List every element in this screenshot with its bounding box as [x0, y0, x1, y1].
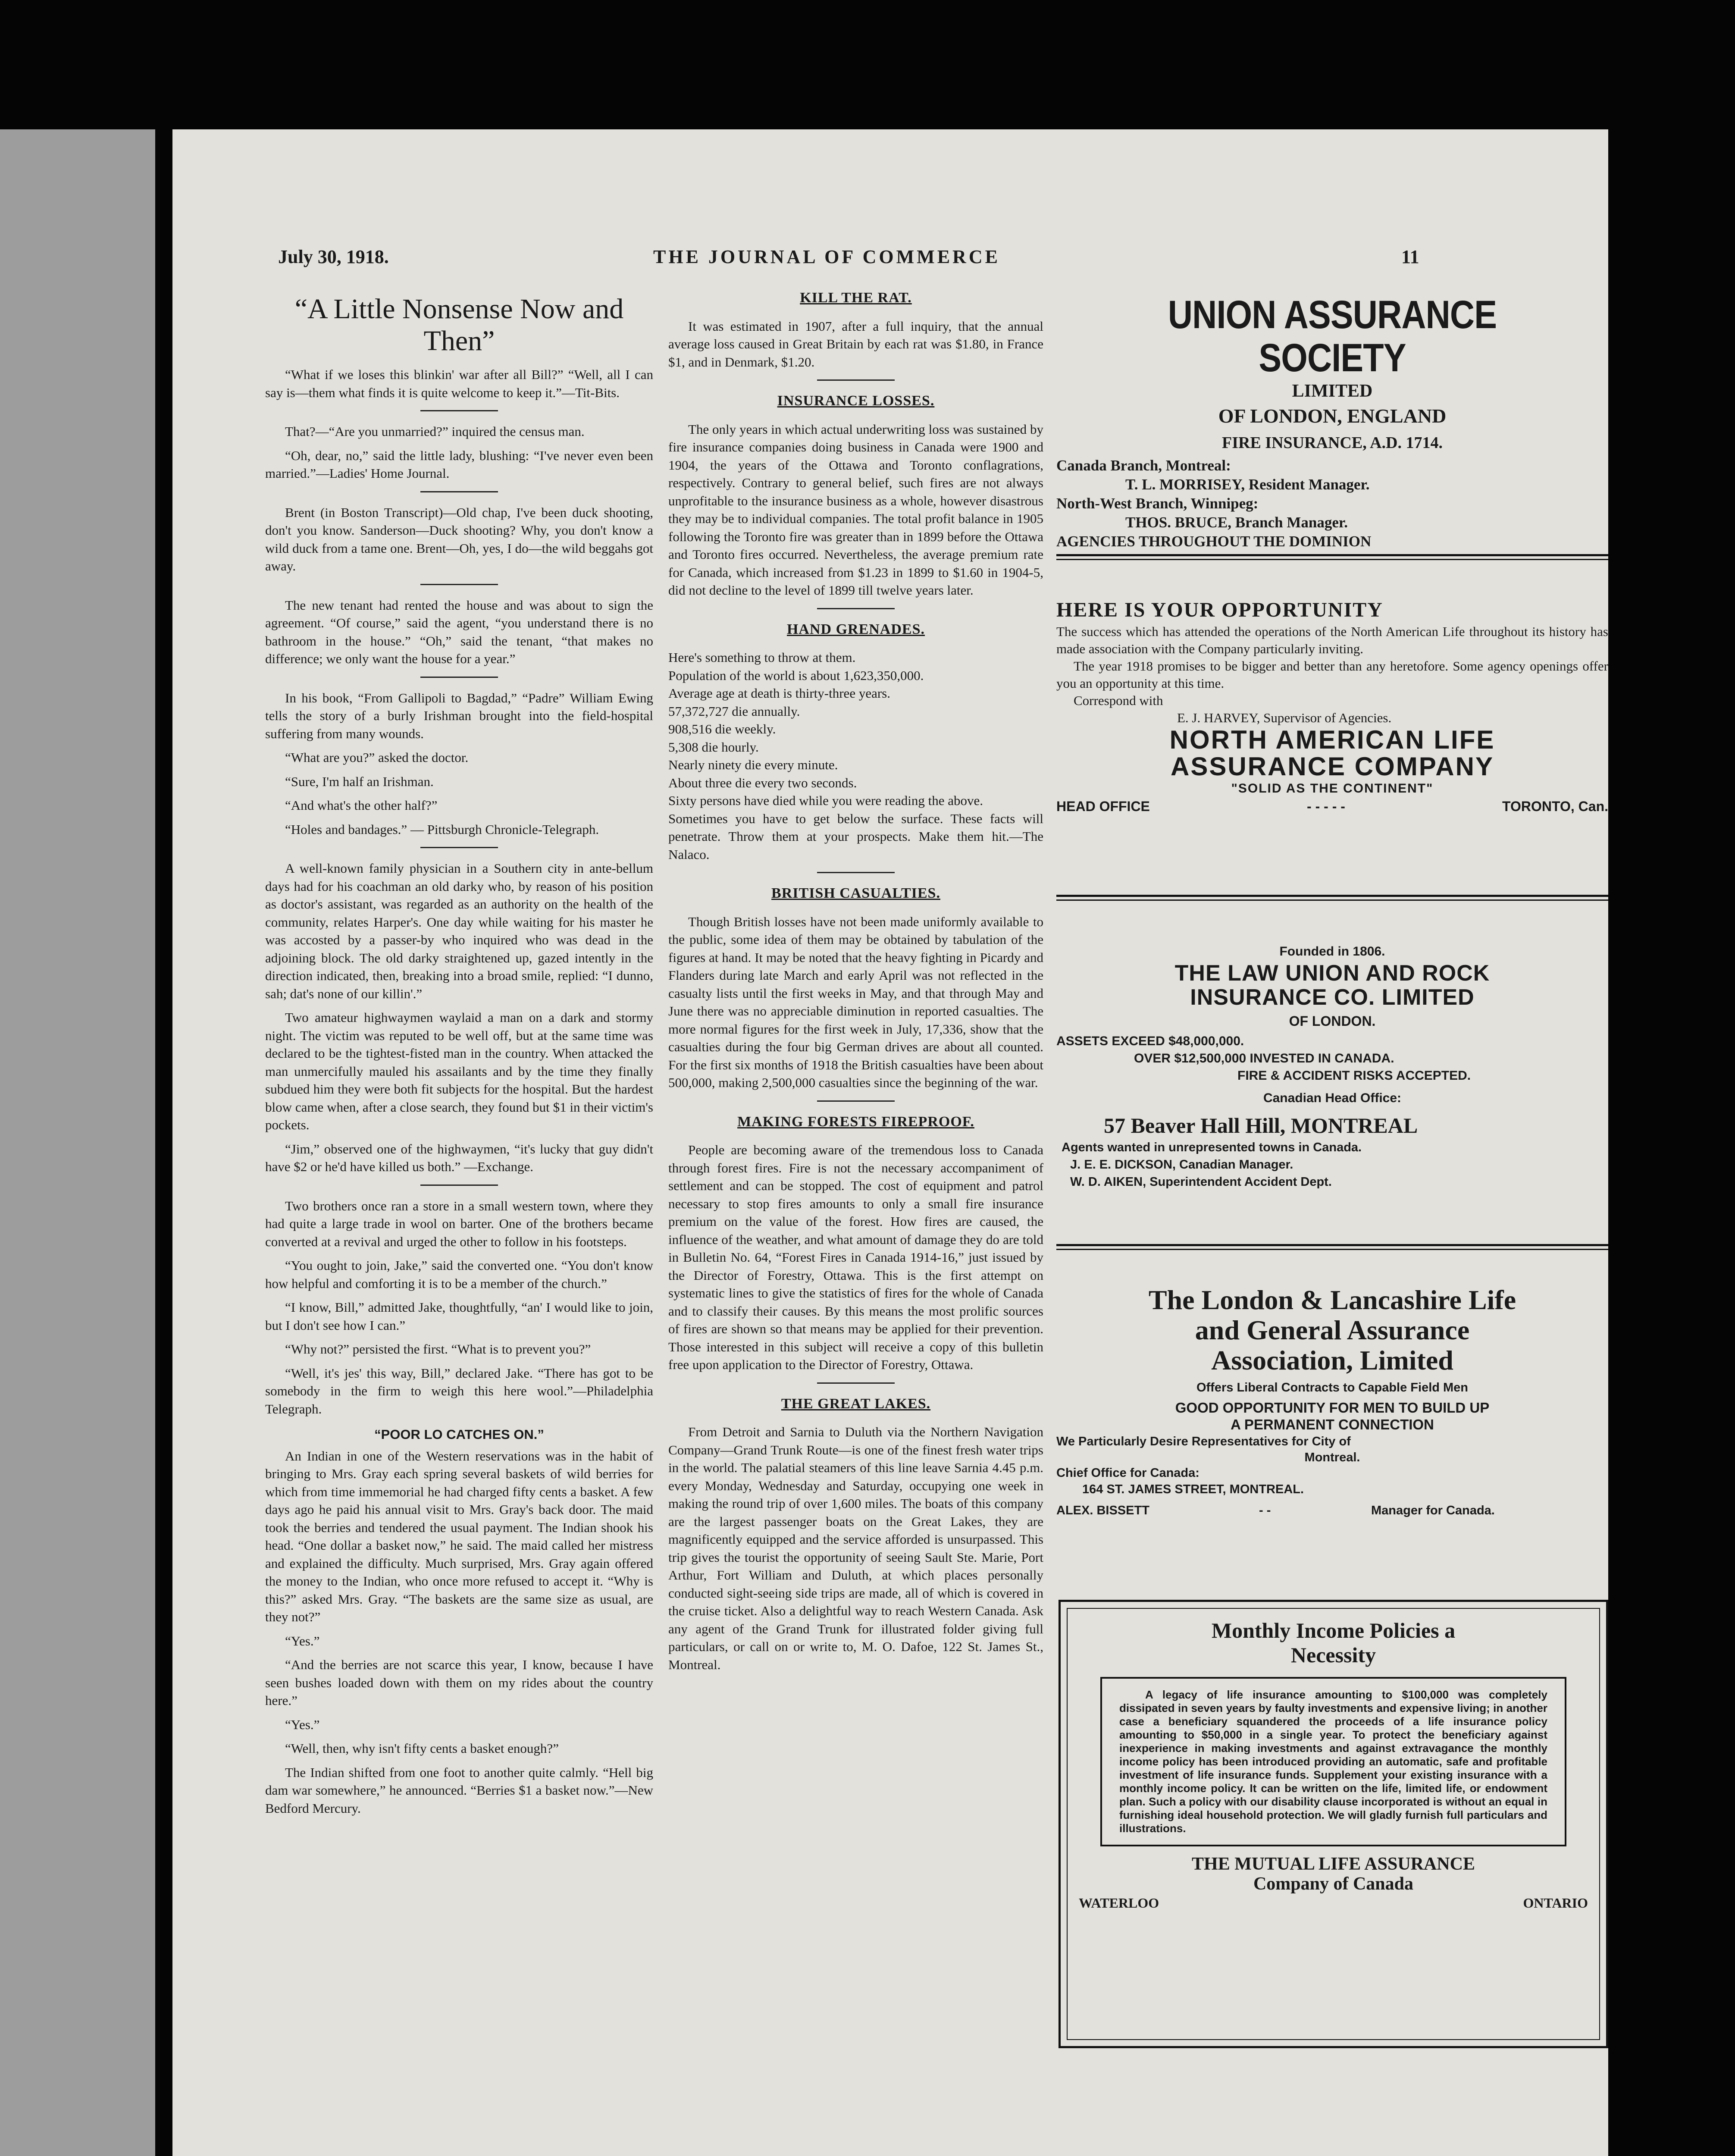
ad-divider — [1056, 554, 1608, 560]
ad-mutual-life — [1059, 1600, 1608, 2048]
ad-slogan: "SOLID AS THE CONTINENT" — [1231, 781, 1434, 796]
joke-paragraph: The new tenant had rented the house and was about to sign the agreement. “Of course,” said the agent, “you understand there is no bathroom in the house.” “Oh,” said the tenant, “that makes no difference; we only want the house for a year.” — [265, 597, 653, 666]
joke-paragraph: Two amateur highwaymen waylaid a man on a dark and stormy night. The victim was reputed to be well off, but at the same time was declared to be the tightest-fisted man in the country. When attacked the man unmercifully mauled his assailants and by the time they finally subdued him they were both fit subjects for the hospital. But the hardest blow came when, after a close search, they found but $1 in their victim's pockets. — [265, 1010, 653, 1132]
ad-headline: HERE IS YOUR OPPORTUNITY — [1056, 599, 1383, 621]
section-heading: HAND GRENADES. — [786, 621, 925, 637]
section-heading: INSURANCE LOSSES. — [777, 393, 935, 409]
ad-line: - - — [1259, 1504, 1271, 1517]
ad-line: OF LONDON. — [1289, 1013, 1376, 1029]
ad-text: E. J. HARVEY, Supervisor of Agencies. — [1177, 710, 1392, 725]
section-heading: “POOR LO CATCHES ON.” — [374, 1427, 544, 1442]
ad-line: THOS. BRUCE, Branch Manager. — [1125, 514, 1348, 531]
joke-paragraph: “And what's the other half?” — [285, 798, 438, 813]
joke-paragraph: “Why not?” persisted the first. “What is to prevent you?” — [285, 1341, 591, 1357]
newspaper-page — [172, 129, 1608, 2156]
ad-company-name: Company of Canada — [1253, 1874, 1414, 1894]
ad-company-name: THE LAW UNION AND ROCK — [1174, 961, 1490, 986]
joke-paragraph: That?—“Are you unmarried?” inquired the census man. — [285, 424, 585, 439]
ad-line: Montreal. — [1304, 1451, 1360, 1464]
ad-line: W. D. AIKEN, Superintendent Accident Dept. — [1070, 1175, 1332, 1189]
joke-paragraph: In his book, “From Gallipoli to Bagdad,” “Padre” William Ewing tells the story of a burly Irishman brought into the field-hospital suffering from many wounds. — [265, 690, 653, 741]
joke-paragraph: “Well, it's jes' this way, Bill,” declared Jake. “There has got to be somebody in the firm to weigh this here wool.”—Philadelphia Telegraph. — [265, 1365, 653, 1416]
joke-paragraph: “You ought to join, Jake,” said the converted one. “You don't know how helpful and comforting it is to be a member of the church.” — [265, 1258, 653, 1291]
divider — [817, 608, 895, 609]
joke-paragraph: “Sure, I'm half an Irishman. — [285, 774, 434, 789]
ad-body-box: A legacy of life insurance amounting to $100,000 was completely dissipated in seven years by faulty investments and expensive living; in another case a beneficiary squandered the proceeds of a life insurance policy amounting to $50,000 in a single year. To protect the beneficiary against inexperience in making investments and against extravagance the monthly income policy has been introduced providing an automatic, safe and profitable investment of life insurance funds. Supplement your existing insurance with a monthly income policy. It can be written on the life, limited life, or endowment plan. Such a policy with our disability clause incorporated is without an equal in furnishing ideal household protection. We will gladly furnish full particulars and illustrations. — [1100, 1677, 1566, 1846]
ad-line: We Particularly Desire Representatives for City of — [1056, 1435, 1351, 1448]
ad-line: AGENCIES THROUGHOUT THE DOMINION — [1056, 533, 1372, 550]
ad-company-name: NORTH AMERICAN LIFE — [1169, 725, 1495, 754]
story-paragraph: “Yes.” — [285, 1717, 320, 1732]
joke-paragraph: Brent (in Boston Transcript)—Old chap, I've been duck shooting, don't you know. Sanderson—Duck shooting? Why, you don't know a wild duck from a tame one. Brent—Oh, yes, I do—the wild beggahs got away. — [265, 505, 653, 573]
facing-page-edge — [0, 129, 155, 2156]
joke-paragraph: “Oh, dear, no,” said the little lady, blushing: “I've never even been married.”—Ladies' Home Journal. — [265, 448, 653, 481]
ad-line: FIRE & ACCIDENT RISKS ACCEPTED. — [1237, 1069, 1471, 1083]
divider — [420, 847, 498, 848]
joke-paragraph: Two brothers once ran a store in a small western town, where they had quite a large trade in wool on barter. One of the brothers became converted at a revival and urged the other to follow in his footsteps. — [265, 1198, 653, 1249]
ad-line: T. L. MORRISEY, Resident Manager. — [1125, 476, 1370, 493]
fact-line: 908,516 die weekly. — [668, 721, 776, 736]
joke-paragraph: “What are you?” asked the doctor. — [285, 750, 469, 765]
ad-head-office-row — [1056, 797, 1608, 815]
section-heading: MAKING FORESTS FIREPROOF. — [737, 1113, 974, 1130]
ad-line: Chief Office for Canada: — [1056, 1466, 1199, 1480]
ad-line: ASSETS EXCEED $48,000,000. — [1056, 1034, 1244, 1048]
ad-divider — [1056, 1244, 1608, 1250]
ad-north-american-life — [1056, 597, 1608, 815]
ad-line: LIMITED — [1292, 381, 1373, 401]
divider — [420, 491, 498, 492]
ad-line: OF LONDON, ENGLAND — [1218, 405, 1447, 427]
story-paragraph: “And the berries are not scarce this year, I know, because I have seen bushes loaded down with them on my rides about the country here.” — [265, 1657, 653, 1708]
article-paragraph: The only years in which actual underwriting loss was sustained by fire insurance companies doing business in Canada were 1900 and 1904, the years of the Ottawa and Toronto conflagrations, respectively. Contrary to general belief, such fires are not always unprofitable to the insurance business as a whole, however disastrous they may be to individual companies. The total profit balance in 1905 following the Toronto fire was greater than in 1899 before the Ottawa and Toronto fires occurred. Nevertheless, the average premium rate for Canada, which increased from $1.23 in 1899 to $1.60 in 1904-5, did not decline to the level of 1899 till twelve years later. — [668, 421, 1043, 598]
ad-text: The success which has attended the operations of the North American Life throughout its history has made association with the Company particularly inviting. — [1056, 624, 1608, 656]
divider — [420, 1185, 498, 1186]
fact-line: Sometimes you have to get below the surface. These facts will penetrate. Throw them at your prospects. Make them hit.—The Nalaco. — [668, 811, 1043, 862]
divider — [817, 1382, 895, 1384]
ad-text: Correspond with — [1074, 693, 1163, 708]
ad-company-name: THE MUTUAL LIFE ASSURANCE — [1192, 1854, 1475, 1874]
fact-line: 5,308 die hourly. — [668, 739, 759, 755]
ad-law-union-rock — [1056, 942, 1608, 1191]
article-paragraph: It was estimated in 1907, after a full inquiry, that the annual average loss caused in Great Britain by each rat was $1.80, in France $1, and in Denmark, $1.20. — [668, 318, 1043, 370]
fact-line: Here's something to throw at them. — [668, 650, 856, 665]
ad-company-name: and General Assurance — [1195, 1315, 1470, 1345]
story-paragraph: The Indian shifted from one foot to another quite calmly. “Hell big dam war somewhere,” he announced. “Berries $1 a basket now.”—New Bedford Mercury. — [265, 1764, 653, 1816]
ad-line: Agents wanted in unrepresented towns in Canada. — [1062, 1141, 1362, 1154]
fact-line: About three die every two seconds. — [668, 775, 857, 790]
ad-london-lancashire — [1056, 1285, 1608, 1523]
article-paragraph: From Detroit and Sarnia to Duluth via the Northern Navigation Company—Grand Trunk Route—is one of the finest fresh water trips in the world. The palatial steamers of this line leave Sarnia 4.45 p.m. every Monday, Wednesday and Saturday, occupying one week in making the round trip of over 1,600 miles. The boats of this company are the largest passenger boats on the Great Lakes, they are magnificently equipped and the service afforded is unsurpassed. This trip gives the tourist the opportunity of seeing Sault Ste. Marie, Port Arthur, Fort William and Duluth, at which places personally conducted sight-seeing side trips are made, all of which is covered in the cruise ticket. Also a delightful way to reach Western Canada. Ask any agent of the Grand Trunk for illustrated folder giving full particulars, or call on or write to, M. O. Dafoe, 122 St. James St., Montreal. — [668, 1424, 1043, 1672]
fact-line: Population of the world is about 1,623,350,000. — [668, 667, 924, 683]
ad-location-row — [1079, 1894, 1588, 1912]
divider — [420, 677, 498, 678]
ad-company-name: The London & Lancashire Life — [1148, 1285, 1516, 1315]
ad-line: 164 ST. JAMES STREET, MONTREAL. — [1082, 1482, 1304, 1496]
ad-line: GOOD OPPORTUNITY FOR MEN TO BUILD UP — [1175, 1400, 1490, 1416]
ad-headline: Monthly Income Policies a — [1211, 1618, 1456, 1642]
ad-line: Offers Liberal Contracts to Capable Field Men — [1196, 1381, 1469, 1395]
joke-paragraph: “I know, Bill,” admitted Jake, thoughtfully, “an' I would like to join, but I don't see how I can.” — [265, 1300, 653, 1333]
masthead: THE JOURNAL OF COMMERCE — [653, 246, 1000, 267]
section-heading: THE GREAT LAKES. — [781, 1395, 931, 1412]
ad-line: Canada Branch, Montreal: — [1056, 457, 1231, 474]
fact-line: Sixty persons have died while you were reading the above. — [668, 793, 983, 808]
ad-headline: Necessity — [1290, 1643, 1376, 1667]
divider — [420, 584, 498, 585]
fact-line: Nearly ninety die every minute. — [668, 757, 838, 772]
column-nonsense — [265, 293, 653, 1823]
divider — [817, 1100, 895, 1102]
ad-company-name: UNION ASSURANCE SOCIETY — [1168, 293, 1497, 380]
fact-line: Average age at death is thirty-three years. — [668, 686, 890, 701]
divider — [420, 410, 498, 411]
joke-paragraph: A well-known family physician in a Southern city in ante-bellum days had for his coachman an old darky who, by reason of his position as doctor's assistant, was regarded as an authority on the health of the community, relates Harper's. One day while waiting for his master he was accosted by a passer-by who inquired who was dead in the adjoining block. The old darky straightened up, gazed intently in the direction indicated, then, breaking into a broad smile, replied: “I dunno, sah; dat's none of our killin'.” — [265, 861, 653, 1001]
ad-line: - - - - - — [1307, 799, 1345, 814]
ad-text: The year 1918 promises to be bigger and better than any heretofore. Some agency openings offer you an opportunity at this time. — [1056, 658, 1608, 691]
grenade-facts — [668, 649, 1043, 863]
ad-line: FIRE INSURANCE, A.D. 1714. — [1222, 434, 1443, 452]
ad-line: North-West Branch, Winnipeg: — [1056, 495, 1259, 512]
joke-paragraph: “Jim,” observed one of the highwaymen, “it's lucky that guy didn't have $2 or he'd have killed us both.” —Exchange. — [265, 1141, 653, 1174]
ad-manager-row — [1056, 1498, 1608, 1523]
article-paragraph: Though British losses have not been made uniformly available to the public, some idea of them may be obtained by tabulation of the figures at hand. It may be noted that the heavy fighting in Picardy and Flanders during late March and early April was not reflected in the casualty lists until the first weeks in May, and that through May and June there was no appreciable diminution in reported casualties. The more normal figures for the first week in July, 17,336, show that the casualties during the four big German drives are about all counted. For the first six months of 1918 the British casualties have been about 500,000, making 2,500,000 casualties since the beginning of the war. — [668, 914, 1043, 1090]
ad-line: HEAD OFFICE — [1056, 799, 1150, 814]
divider — [817, 872, 895, 873]
joke-paragraph: “Holes and bandages.” — Pittsburgh Chronicle-Telegraph. — [285, 821, 599, 837]
ad-line: OVER $12,500,000 INVESTED IN CANADA. — [1134, 1051, 1394, 1065]
ad-line: TORONTO, Can. — [1502, 799, 1608, 814]
ad-line: Founded in 1806. — [1279, 944, 1385, 959]
column-title: “A Little Nonsense Now and Then” — [294, 293, 624, 357]
ad-line: J. E. E. DICKSON, Canadian Manager. — [1070, 1158, 1293, 1172]
ad-company-name: Association, Limited — [1211, 1345, 1453, 1376]
ad-union-assurance — [1056, 293, 1608, 551]
ad-line: ALEX. BISSETT — [1056, 1504, 1149, 1517]
ad-address: 57 Beaver Hall Hill, MONTREAL — [1104, 1113, 1418, 1138]
ad-line: Manager for Canada. — [1371, 1504, 1495, 1517]
page-number: 11 — [1401, 246, 1419, 267]
ad-company-name: INSURANCE CO. LIMITED — [1190, 985, 1475, 1010]
story-paragraph: An Indian in one of the Western reservations was in the habit of bringing to Mrs. Gray each spring several baskets of wild berries for which from time immemorial he had charged fifty cents a basket. A few days ago he paid his annual visit to Mrs. Gray's back door. The maid took the berries and tendered the usual payment. The Indian shook his head. “One dollar a basket now,” he said. The maid called her mistress and explained the difficulty. Much surprised, Mrs. Gray again offered the money to the Indian, who once more refused to accept it. “Why is this?” asked Mrs. Gray. “The baskets are the same size as usual, are they not?” — [265, 1448, 653, 1624]
ad-line: WATERLOO — [1079, 1895, 1159, 1911]
section-heading: KILL THE RAT. — [800, 290, 912, 306]
column-news — [668, 289, 1043, 1680]
ad-line: ONTARIO — [1523, 1895, 1588, 1911]
issue-date: July 30, 1918. — [278, 246, 389, 267]
article-paragraph: People are becoming aware of the tremendous loss to Canada through forest fires. Fire is not the necessary accompaniment of settlement and can be stopped. The cost of equipment and patrol necessary to stop fires amounts to only a small fire insurance premium on the value of the forest. How fires are caused, the influence of the weather, and what amount of damage they do are told in Bulletin No. 64, “Forest Fires in Canada 1914-16,” just issued by the Director of Forestry, Ottawa. This is the first attempt on systematic lines to give the statistics of fires for the whole of Canada and to classify their causes. By this means the most prolific sources of fires are shown so that means may be applied for their prevention. Those interested in this subject will receive a copy of this bulletin free upon application to the Director of Forestry, Ottawa. — [668, 1142, 1043, 1372]
joke-paragraph: “What if we loses this blinkin' war after all Bill?” “Well, all I can say is—them what finds it is quite welcome to keep it.”—Tit-Bits. — [265, 367, 653, 400]
ad-divider — [1056, 895, 1608, 901]
ad-line: Canadian Head Office: — [1263, 1091, 1402, 1105]
section-heading: BRITISH CASUALTIES. — [771, 885, 940, 901]
fact-line: 57,372,727 die annually. — [668, 703, 800, 719]
story-paragraph: “Well, then, why isn't fifty cents a basket enough?” — [285, 1741, 559, 1756]
divider — [817, 379, 895, 381]
ad-company-name: ASSURANCE COMPANY — [1171, 752, 1494, 781]
ad-line: A PERMANENT CONNECTION — [1231, 1416, 1434, 1432]
story-paragraph: “Yes.” — [285, 1633, 320, 1648]
